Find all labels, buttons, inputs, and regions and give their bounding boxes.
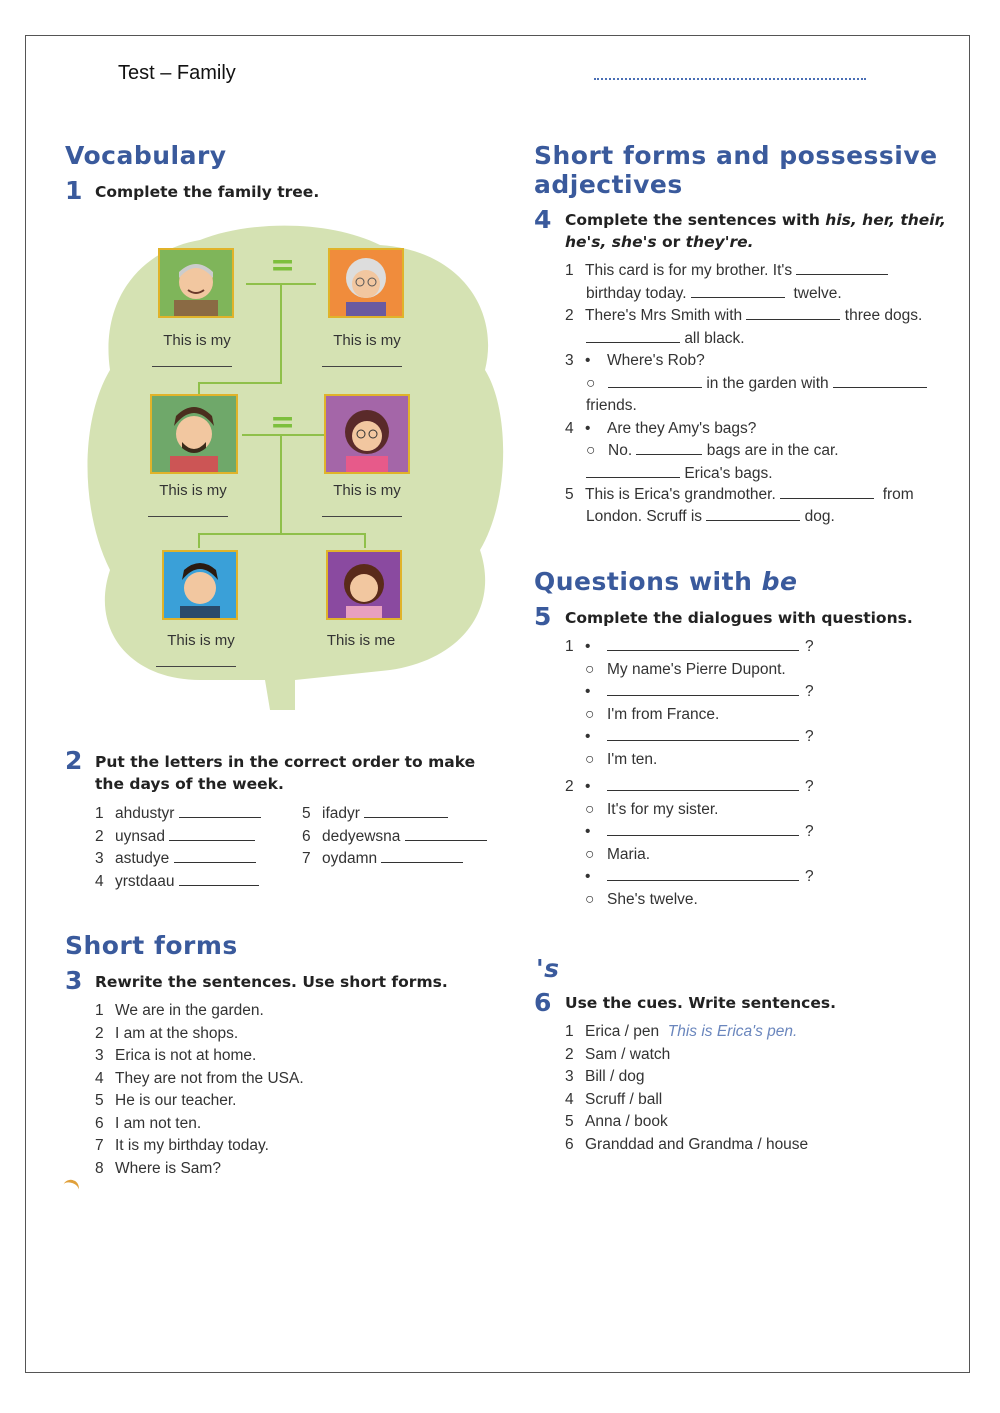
- exercise-5-instruction: Complete the dialogues with questions.: [565, 609, 913, 627]
- dialogue-question: • ?: [585, 683, 814, 700]
- list-item: 6 Granddad and Grandma / house: [565, 1135, 809, 1153]
- ex4-sentence-5b: London. Scruff is dog.: [586, 508, 835, 525]
- ex4-sentence-5a: 5 This is Erica's grandmother. from: [565, 486, 914, 503]
- tree-shape: [80, 210, 510, 710]
- dialogue-question: • ?: [585, 823, 814, 840]
- exercise-1-number: 1: [65, 176, 83, 205]
- grandmother-answer[interactable]: [322, 366, 402, 367]
- exercise-6-number: 6: [534, 988, 552, 1017]
- example-answer: This is Erica's pen.: [667, 1023, 798, 1040]
- list-item: 2 Sam / watch: [565, 1045, 671, 1063]
- ex4-blank[interactable]: [746, 305, 840, 320]
- ex4-sentence-4b: ○ No. bags are in the car.: [586, 442, 839, 459]
- list-item: 7 It is my birthday today.: [95, 1137, 269, 1154]
- dialogue-answer: ○ I'm ten.: [585, 750, 658, 768]
- day-answer-4[interactable]: [179, 871, 259, 886]
- day-item-6: 6 dedyewsna: [302, 826, 487, 849]
- dialogue-question: 1 • ?: [565, 638, 814, 655]
- question-blank[interactable]: [607, 681, 799, 696]
- grandmother-caption: This is my: [333, 332, 401, 349]
- ex4-sentence-3c: friends.: [586, 397, 637, 414]
- grandfather-caption: This is my: [163, 332, 231, 349]
- dialogue-answer: ○ I'm from France.: [585, 705, 720, 723]
- ex4-sentence-4c: Erica's bags.: [586, 463, 773, 486]
- dialogue-answer: ○ It's for my sister.: [585, 800, 719, 818]
- list-item: 3 Bill / dog: [565, 1068, 645, 1085]
- dialogue-question: • ?: [585, 868, 814, 885]
- day-item-5: 5 ifadyr: [302, 803, 448, 826]
- day-answer-6[interactable]: [405, 826, 487, 841]
- day-answer-2[interactable]: [169, 826, 255, 841]
- exercise-3-instruction: Rewrite the sentences. Use short forms.: [95, 973, 448, 991]
- exercise-6-instruction: Use the cues. Write sentences.: [565, 994, 836, 1012]
- father-picture: [150, 394, 238, 474]
- question-blank[interactable]: [607, 866, 799, 881]
- ex4-sentence-2b: all black.: [586, 328, 745, 351]
- exercise-2-instruction-line2: the days of the week.: [95, 775, 284, 793]
- mother-caption: This is my: [333, 482, 401, 499]
- ex4-blank[interactable]: [586, 463, 680, 478]
- day-answer-1[interactable]: [179, 803, 261, 818]
- exercise-1-instruction: Complete the family tree.: [95, 183, 320, 201]
- day-item-1: 1 ahdustyr: [95, 803, 261, 826]
- ex4-sentence-1a: 1 This card is for my brother. It's: [565, 260, 888, 283]
- list-item: 6 I am not ten.: [95, 1114, 202, 1132]
- equals-sign-middle: =: [270, 405, 296, 440]
- list-item: 2 I am at the shops.: [95, 1024, 239, 1042]
- day-item-2: 2 uynsad: [95, 826, 255, 849]
- ex4-blank[interactable]: [706, 506, 800, 521]
- day-item-7: 7 oydamn: [302, 848, 463, 871]
- question-blank[interactable]: [607, 821, 799, 836]
- day-item-3: 3 astudye: [95, 848, 256, 871]
- ex4-sentence-1b: birthday today. twelve.: [586, 285, 842, 302]
- ex4-sentence-3b: ○ in the garden with: [586, 373, 927, 396]
- list-item: 4 They are not from the USA.: [95, 1069, 304, 1087]
- list-item: 5 Anna / book: [565, 1113, 668, 1130]
- grandfather-answer[interactable]: [152, 366, 232, 367]
- me-caption: This is me: [326, 632, 396, 649]
- dialogue-answer: ○ She's twelve.: [585, 890, 698, 908]
- father-answer[interactable]: [148, 516, 228, 517]
- ex4-blank[interactable]: [796, 260, 888, 275]
- short-forms-heading: Short forms: [65, 931, 238, 960]
- page-title: Test – Family: [118, 62, 236, 84]
- dialogue-question: • ?: [585, 728, 814, 745]
- ex4-blank[interactable]: [586, 328, 680, 343]
- exercise-6-list: [565, 1021, 808, 1156]
- ex4-sentence-4a: 4 • Are they Amy's bags?: [565, 420, 757, 437]
- day-answer-3[interactable]: [174, 848, 256, 863]
- list-item: 1 We are in the garden.: [95, 1002, 264, 1019]
- name-answer-line[interactable]: [594, 66, 866, 80]
- exercise-4-number: 4: [534, 205, 552, 234]
- day-item-4: 4 yrstdaau: [95, 871, 259, 894]
- dialogue-2: [565, 776, 814, 911]
- family-tree: [80, 210, 510, 710]
- grandmother-picture: [328, 248, 404, 318]
- list-item: 5 He is our teacher.: [95, 1092, 237, 1109]
- list-item: 4 Scruff / ball: [565, 1090, 663, 1108]
- dialogue-1: [565, 636, 814, 771]
- question-blank[interactable]: [607, 776, 799, 791]
- exercise-4-instruction: Complete the sentences with his, her, their, he's, she's or they're.: [565, 211, 946, 251]
- list-item: 1 Erica / pen This is Erica's pen.: [565, 1023, 798, 1040]
- ex4-blank[interactable]: [636, 440, 702, 455]
- me-picture: [326, 550, 402, 620]
- list-item: 3 Erica is not at home.: [95, 1047, 257, 1064]
- exercise-2-instruction-line1: Put the letters in the correct order to make: [95, 753, 476, 771]
- question-blank[interactable]: [607, 636, 799, 651]
- ex4-blank[interactable]: [608, 373, 702, 388]
- grandfather-picture: [158, 248, 234, 318]
- day-answer-5[interactable]: [364, 803, 448, 818]
- ex4-blank[interactable]: [780, 484, 874, 499]
- ex4-sentence-2a: 2 There's Mrs Smith with three dogs.: [565, 307, 923, 324]
- exercise-5-number: 5: [534, 602, 552, 631]
- dialogue-answer: ○ Maria.: [585, 845, 651, 863]
- brother-answer[interactable]: [156, 666, 236, 667]
- dialogue-question: 2 • ?: [565, 778, 814, 795]
- dialogue-answer: ○ My name's Pierre Dupont.: [585, 660, 786, 678]
- brother-caption: This is my: [167, 632, 235, 649]
- possessives-heading-line2: adjectives: [534, 170, 683, 199]
- possessives-heading-line1: Short forms and possessive: [534, 141, 938, 170]
- list-item: 8 Where is Sam?: [95, 1159, 221, 1177]
- equals-sign-top: =: [270, 248, 296, 283]
- question-blank[interactable]: [607, 726, 799, 741]
- exercise-3-list: [95, 1000, 304, 1180]
- day-answer-7[interactable]: [381, 848, 463, 863]
- ex4-blank[interactable]: [691, 283, 785, 298]
- questions-heading: Questions with be: [534, 567, 798, 596]
- father-caption: This is my: [159, 482, 227, 499]
- vocabulary-heading: Vocabulary: [65, 141, 227, 170]
- exercise-2-number: 2: [65, 746, 83, 775]
- ex4-sentence-3a: 3 • Where's Rob?: [565, 352, 705, 369]
- mother-answer[interactable]: [322, 516, 402, 517]
- possessive-s-heading: 's: [536, 954, 560, 983]
- brother-picture: [162, 550, 238, 620]
- mother-picture: [324, 394, 410, 474]
- exercise-3-number: 3: [65, 966, 83, 995]
- ex4-blank[interactable]: [833, 373, 927, 388]
